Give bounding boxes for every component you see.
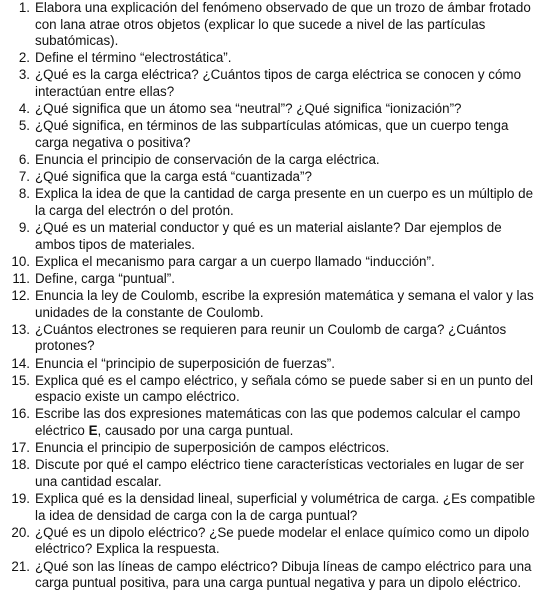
question-item [10, 169, 540, 186]
question-text: Explica qué es la densidad lineal, superficial y volumétrica de carga. ¿Es compatible la idea de densidad de carga con la de carga puntual? [35, 491, 536, 523]
question-item [10, 152, 540, 169]
question-text: Explica qué es el campo eléctrico, y señala cómo se puede saber si en un punto del espacio existe un campo eléctrico. [35, 372, 533, 405]
question-number: 16. [11, 406, 30, 422]
question-text: ¿Qué significa, en términos de las subpartículas atómicas, que un cuerpo tenga carga negativa o positiva? [35, 118, 509, 150]
question-number: 15. [11, 372, 30, 388]
question-number: 10. [11, 253, 30, 269]
question-text: Elabora una explicación del fenómeno observado de que un trozo de ámbar frotado con lana atrae otros objetos (explicar lo que sucede a nivel de las partículas subatómicas). [35, 0, 531, 49]
question-item [10, 0, 540, 50]
question-text: ¿Qué es un material conductor y qué es un material aislante? Dar ejemplos de ambos tipos de materiales. [35, 220, 502, 252]
question-number: 18. [11, 457, 30, 473]
question-item [10, 373, 540, 406]
question-number: 14. [11, 355, 30, 371]
question-number: 5. [18, 118, 30, 134]
question-number: 7. [18, 169, 30, 185]
question-number: 17. [11, 440, 30, 456]
question-number: 19. [11, 491, 30, 507]
question-item [10, 254, 540, 271]
question-item [10, 525, 540, 558]
question-text: Enuncia el “principio de superposición de fuerzas”. [35, 355, 335, 371]
question-number: 11. [12, 270, 30, 286]
question-text: Explica el mecanismo para cargar a un cuerpo llamado “inducción”. [35, 253, 435, 269]
question-item [10, 559, 540, 592]
question-item [10, 186, 540, 219]
question-item [10, 288, 540, 321]
question-item [10, 322, 540, 355]
question-text: ¿Qué es un dipolo eléctrico? ¿Se puede modelar el enlace químico como un dipolo eléctrico? Explica la respuesta. [35, 524, 530, 557]
question-text: ¿Cuántos electrones se requieren para reunir un Coulomb de carga? ¿Cuántos protones? [35, 321, 507, 354]
question-number: 4. [18, 101, 30, 117]
question-text: ¿Qué es la carga eléctrica? ¿Cuántos tipos de carga eléctrica se conocen y cómo interactúan entre ellas? [35, 67, 522, 100]
question-number: 13. [11, 321, 30, 337]
question-text: Define, carga “puntual”. [35, 270, 175, 286]
question-item [10, 440, 540, 457]
question-item [10, 457, 540, 490]
question-number: 1. [18, 0, 30, 15]
question-text-part: Escribe las dos expresiones matemáticas con las que podemos calcular el campo eléctrico [35, 406, 521, 439]
question-number: 12. [11, 288, 30, 304]
question-number: 9. [18, 220, 30, 236]
question-item [10, 67, 540, 100]
question-text: ¿Qué significa que la carga está “cuantizada”? [35, 169, 312, 185]
question-text: Enuncia la ley de Coulomb, escribe la expresión matemática y semana el valor y las unidades de la constante de Coulomb. [35, 288, 534, 320]
question-item [10, 406, 540, 439]
question-number: 20. [11, 524, 30, 540]
question-number: 3. [18, 67, 30, 83]
question-item [10, 491, 540, 524]
question-number: 6. [18, 152, 30, 168]
question-text: Explica la idea de que la cantidad de carga presente en un cuerpo es un múltiplo de la carga del electrón o del protón. [35, 186, 534, 218]
question-text: ¿Qué son las líneas de campo eléctrico? Dibuja líneas de campo eléctrico para una carga puntual positiva, para una carga puntual negativa y para un dipolo eléctrico. [35, 558, 532, 591]
question-item [10, 50, 540, 67]
question-item [10, 101, 540, 118]
question-number: 8. [18, 186, 30, 202]
question-number: 2. [18, 50, 30, 66]
question-text: Enuncia el principio de superposición de campos eléctricos. [35, 440, 390, 456]
question-text: Enuncia el principio de conservación de la carga eléctrica. [35, 152, 380, 168]
question-number: 21. [11, 558, 30, 574]
question-item [10, 118, 540, 151]
question-text [35, 406, 540, 439]
question-text: ¿Qué significa que un átomo sea “neutral”? ¿Qué significa “ionización”? [35, 101, 462, 117]
question-list [10, 0, 540, 592]
question-text: Define el término “electrostática”. [35, 50, 232, 66]
question-text-part: , causado por una carga puntual. [97, 423, 294, 439]
question-item [10, 271, 540, 288]
question-item [10, 356, 540, 373]
question-text: Discute por qué el campo eléctrico tiene características vectoriales en lugar de ser una cantidad escalar. [35, 457, 524, 489]
question-item [10, 220, 540, 253]
electric-field-symbol: E [88, 423, 98, 439]
